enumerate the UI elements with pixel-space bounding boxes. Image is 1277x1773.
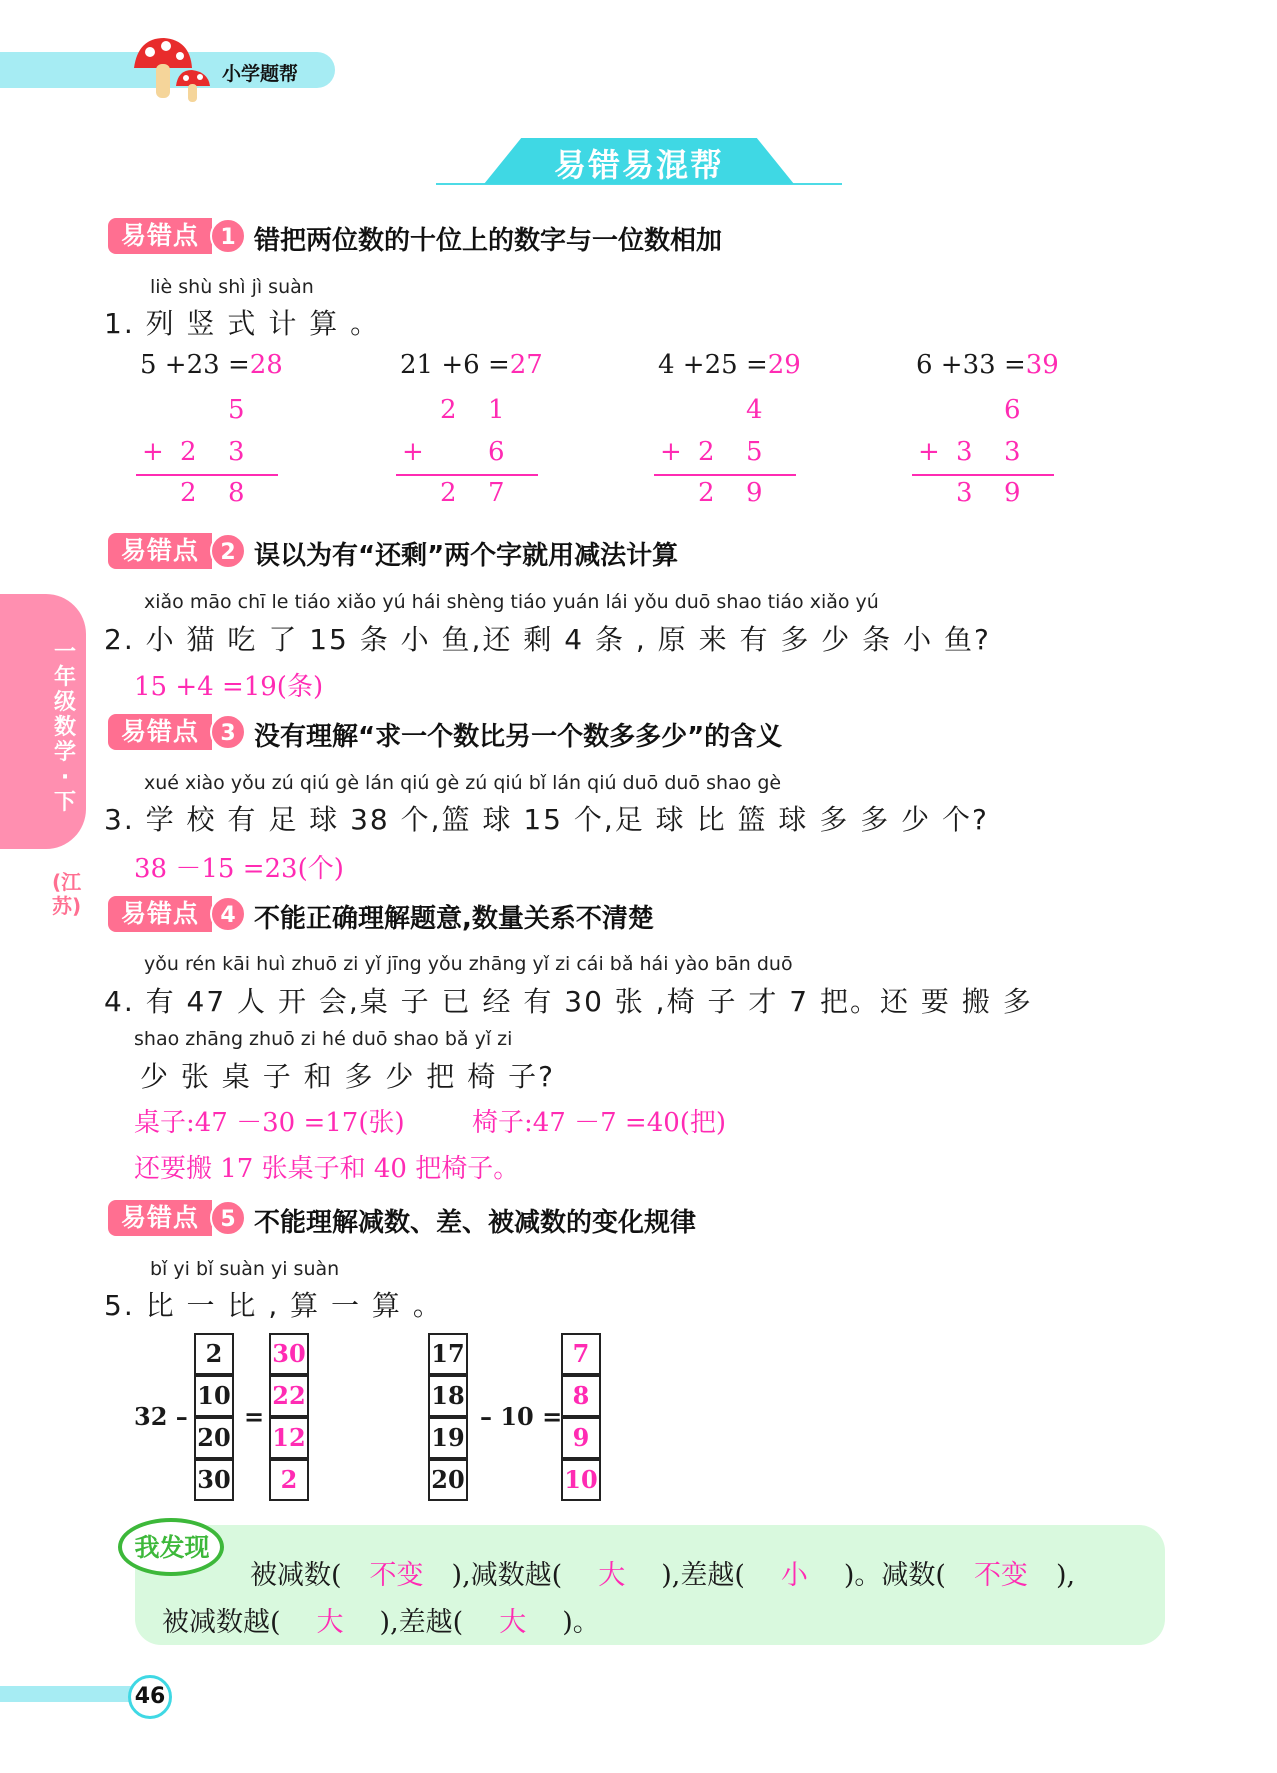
text: 被减数(	[250, 1560, 342, 1591]
answer: 桌子:47 －30 =17(张)	[134, 1108, 405, 1138]
digit: 2	[440, 395, 457, 425]
digit: 2	[180, 478, 197, 508]
brand-name: 小学题帮	[222, 63, 299, 85]
tag-number: 3	[210, 714, 246, 750]
pinyin: bǐ yi bǐ suàn yi suàn	[150, 1258, 340, 1280]
section-title: 不能正确理解题意,数量关系不清楚	[254, 904, 654, 934]
digit: +	[402, 437, 424, 467]
text: ),减数越(	[451, 1560, 563, 1591]
section-title: 误以为有“还剩”两个字就用减法计算	[254, 541, 679, 571]
question-text: 少 张 桌 子 和 多 少 把 椅 子?	[140, 1060, 555, 1093]
digit: 5	[228, 395, 245, 425]
table-cell: 20	[194, 1417, 234, 1459]
expression: 4 +25 =	[658, 350, 768, 380]
answer: 29	[767, 350, 801, 380]
answer: 15 +4 =19(条)	[134, 672, 324, 702]
section-title: 错把两位数的十位上的数字与一位数相加	[254, 226, 723, 256]
digit: 2	[698, 437, 715, 467]
text: ),	[1055, 1560, 1076, 1591]
table-cell: 12	[269, 1417, 309, 1459]
equation	[916, 350, 1059, 380]
answer: 39	[1025, 350, 1059, 380]
answer: 椅子:47 －7 =40(把)	[472, 1108, 727, 1138]
answer: 不变	[973, 1560, 1028, 1591]
side-tab-grade: 一年级数学·下	[53, 640, 76, 815]
table-cell: 10	[561, 1459, 601, 1501]
page-title: 易错易混帮	[553, 146, 724, 184]
text: ),差越(	[379, 1607, 464, 1638]
table-cell: 22	[269, 1375, 309, 1417]
pinyin: xué xiào yǒu zú qiú gè lán qiú gè zú qiú bǐ lán qiú duō duō shao gè	[144, 772, 782, 794]
digit: 3	[228, 437, 245, 467]
tag-label: 易错点	[108, 896, 212, 932]
answer: 28	[249, 350, 283, 380]
table-cell: 10	[194, 1375, 234, 1417]
digit: +	[918, 437, 940, 467]
question-text: 4. 有 47 人 开 会,桌 子 已 经 有 30 张 ,椅 子 才 7 把。还 要 搬 多	[104, 985, 1033, 1018]
answer: 大	[598, 1560, 626, 1591]
digit: +	[142, 437, 164, 467]
sum-line	[396, 474, 538, 476]
table-cell: 30	[194, 1459, 234, 1501]
table-cell: 7	[561, 1333, 601, 1375]
table-cell: 8	[561, 1375, 601, 1417]
pinyin: yǒu rén kāi huì zhuō zi yǐ jīng yǒu zhāng yǐ zi cái bǎ hái yào bān duō	[144, 953, 793, 975]
section-tag-1	[108, 218, 808, 254]
digit: 9	[1004, 478, 1021, 508]
answer: 27	[509, 350, 543, 380]
left-expression: 32 –	[134, 1402, 188, 1431]
sum-line	[654, 474, 796, 476]
table-cell: 2	[269, 1459, 309, 1501]
digit: 3	[956, 437, 973, 467]
digit: 7	[488, 478, 505, 508]
text: ),差越(	[661, 1560, 745, 1591]
answer: 小	[780, 1560, 808, 1591]
table-cell: 18	[428, 1375, 468, 1417]
sum-line	[136, 474, 278, 476]
question-text: 5. 比 一 比 , 算 一 算 。	[104, 1289, 443, 1322]
answer: 不变	[369, 1560, 424, 1591]
pinyin: shao zhāng zhuō zi hé duō shao bǎ yǐ zi	[134, 1028, 513, 1050]
expression: 21 +6 =	[400, 350, 510, 380]
discovery-line-2	[162, 1600, 600, 1639]
equation	[140, 350, 283, 380]
digit: 6	[488, 437, 505, 467]
digit: 2	[180, 437, 197, 467]
pinyin: xiǎo māo chī le tiáo xiǎo yú hái shèng tiáo yuán lái yǒu duō shao tiáo xiǎo yú	[144, 591, 879, 613]
section-tag-5	[108, 1200, 808, 1236]
section-tag-3	[108, 714, 908, 750]
side-tab-region: (江苏)	[52, 870, 82, 918]
digit: 8	[228, 478, 245, 508]
digit: 2	[440, 478, 457, 508]
answer: 还要搬 17 张桌子和 40 把椅子。	[134, 1154, 520, 1184]
equation	[400, 350, 543, 380]
equation	[658, 350, 801, 380]
page-number: 46	[128, 1675, 172, 1719]
sum-line	[912, 474, 1054, 476]
question-text: 3. 学 校 有 足 球 38 个,篮 球 15 个,足 球 比 篮 球 多 多 少 个?	[104, 803, 989, 836]
digit: 3	[956, 478, 973, 508]
pinyin: liè shù shì jì suàn	[150, 276, 314, 298]
digit: 5	[746, 437, 763, 467]
tag-number: 1	[210, 218, 246, 254]
section-tag-4	[108, 896, 808, 932]
answer: 大	[499, 1607, 527, 1638]
tag-label: 易错点	[108, 714, 212, 750]
table-cell: 20	[428, 1459, 468, 1501]
text: )。	[562, 1607, 600, 1638]
tag-label: 易错点	[108, 533, 212, 569]
digit: +	[660, 437, 682, 467]
tag-number: 5	[210, 1200, 246, 1236]
right-expression: – 10 =	[480, 1402, 563, 1431]
answer: 大	[316, 1607, 344, 1638]
answer: 38 －15 =23(个)	[134, 854, 344, 884]
digit: 1	[488, 395, 505, 425]
digit: 6	[1004, 395, 1021, 425]
table-cell: 2	[194, 1333, 234, 1375]
question-text: 1. 列 竖 式 计 算 。	[104, 307, 381, 340]
tag-label: 易错点	[108, 1200, 212, 1236]
digit: 4	[746, 395, 763, 425]
digit: 2	[698, 478, 715, 508]
table-cell: 17	[428, 1333, 468, 1375]
question-text: 2. 小 猫 吃 了 15 条 小 鱼,还 剩 4 条 , 原 来 有 多 少 条 小 鱼?	[104, 623, 991, 656]
digit: 9	[746, 478, 763, 508]
discovery-badge-text: 我发现	[134, 1533, 210, 1562]
mushroom-logo-icon	[130, 34, 214, 104]
discovery-line-1	[250, 1553, 1075, 1592]
section-title: 没有理解“求一个数比另一个数多多少”的含义	[254, 722, 783, 752]
table-cell: 9	[561, 1417, 601, 1459]
text: 被减数越(	[162, 1607, 281, 1638]
table-cell: 30	[269, 1333, 309, 1375]
text: )。减数(	[843, 1560, 946, 1591]
section-title: 不能理解减数、差、被减数的变化规律	[254, 1208, 697, 1238]
section-tag-2	[108, 533, 808, 569]
equals-sign: =	[244, 1402, 265, 1431]
digit: 3	[1004, 437, 1021, 467]
expression: 6 +33 =	[916, 350, 1026, 380]
table-cell: 19	[428, 1417, 468, 1459]
tag-number: 2	[210, 533, 246, 569]
expression: 5 +23 =	[140, 350, 250, 380]
tag-number: 4	[210, 896, 246, 932]
tag-label: 易错点	[108, 218, 212, 254]
